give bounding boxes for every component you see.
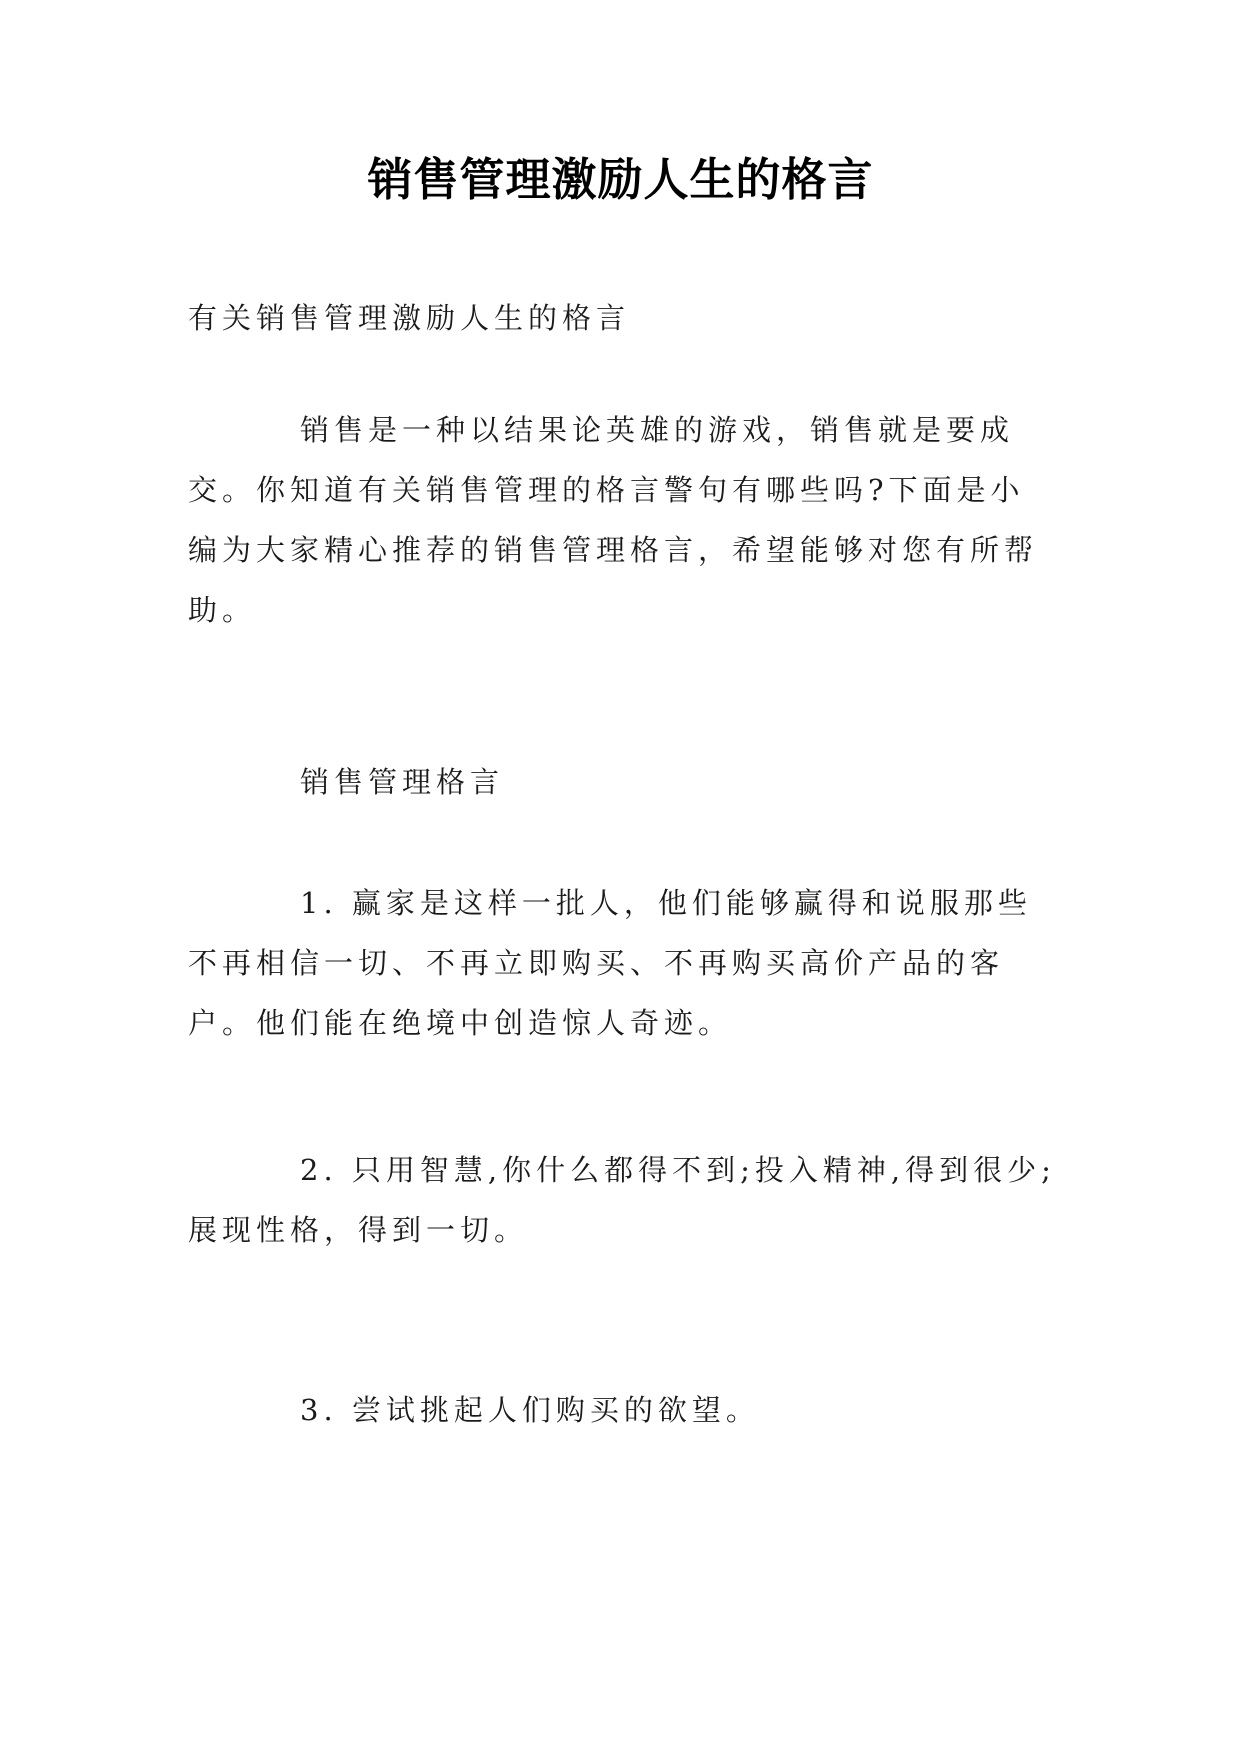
quote-item-2: 2. 只用智慧,你什么都得不到;投入精神,得到很少;展现性格，得到一切。 xyxy=(188,1153,1056,1247)
intro-paragraph: 销售是一种以结果论英雄的游戏，销售就是要成交。你知道有关销售管理的格言警句有哪些吗?下面是小编为大家精心推荐的销售管理格言，希望能够对您有所帮助。 xyxy=(188,413,1039,627)
quote-item-3: 3. 尝试挑起人们购买的欲望。 xyxy=(300,1393,760,1427)
section-heading: 销售管理格言 xyxy=(300,765,505,799)
document-title: 销售管理激励人生的格言 xyxy=(367,153,874,206)
document-subtitle: 有关销售管理激励人生的格言 xyxy=(188,301,631,335)
quote-item-1: 1. 赢家是这样一批人，他们能够赢得和说服那些不再相信一切、不再立即购买、不再购买高价产品的客户。他们能在绝境中创造惊人奇迹。 xyxy=(188,886,1032,1040)
